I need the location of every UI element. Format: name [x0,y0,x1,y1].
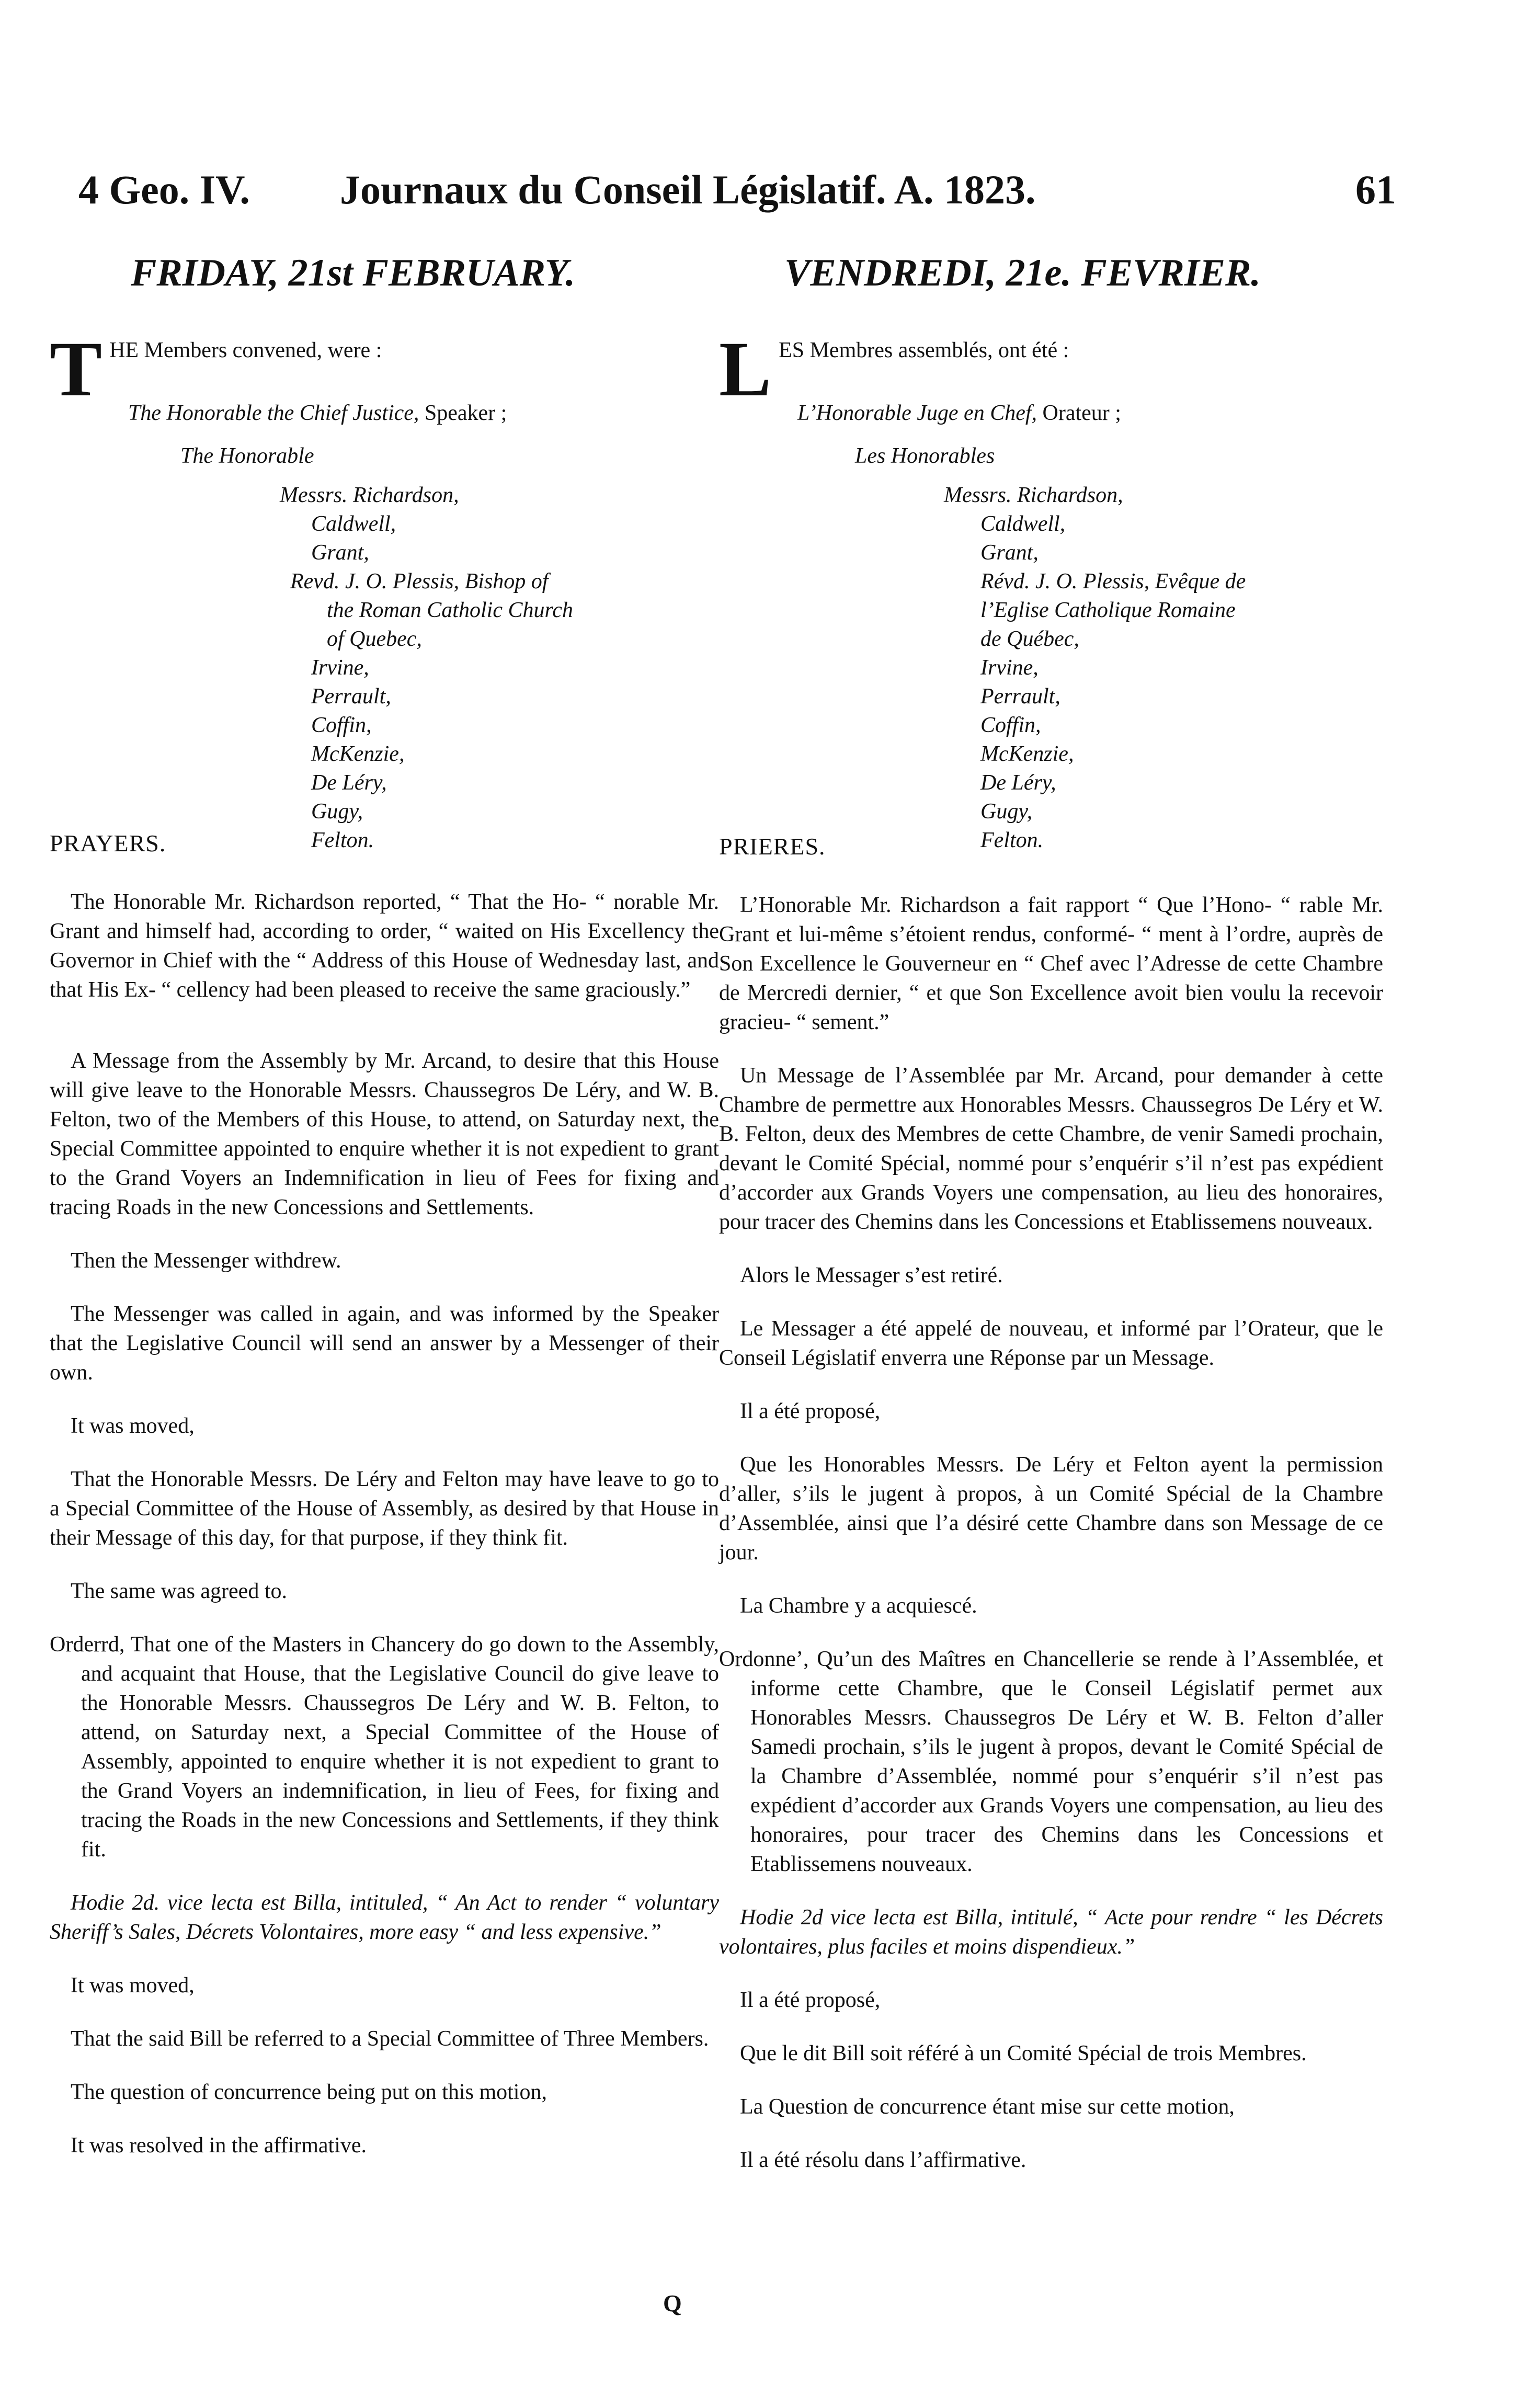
paragraph: It was moved, [71,1973,195,1998]
list-item: Revd. J. O. Plessis, Bishop of [290,569,549,594]
list-item: Perrault, [980,684,1060,709]
header-journal-title: Journaux du Conseil Législatif. A. 1823. [340,167,1036,212]
running-header [68,166,1396,224]
list-item: of Quebec, [327,627,422,651]
paragraph: The question of concurrence being put on this motion, [71,2080,547,2104]
list-item: McKenzie, [311,742,405,766]
members-convened: T HE Members convened, were : [50,326,382,413]
paragraph: Hodie 2d vice lecta est Billa, intitulé, “ Acte pour rendre “ les Décrets volontaires, plus faciles et moins dispendieux.” [719,1905,1383,1959]
list-item: Felton. [980,828,1044,852]
day-title-french: VENDREDI, 21e. FEVRIER. [784,252,1261,294]
list-item: de Québec, [980,627,1079,651]
members-convened: L ES Membres assemblés, ont été : [719,326,1069,413]
french-column [719,314,1383,2175]
paragraph: Il a été proposé, [740,1399,881,1423]
section-title-prieres: PRIERES. [719,833,826,860]
paragraph: L’Honorable Mr. Richardson a fait rapport “ Que l’Hono- “ rable Mr. Grant et lui-même s’étoient rendus, conformé- “ ment à l’ordre, auprès de Son Excellence le Gouverneur en “ Chef avec l’Adresse de cette Chambre de Mercredi dernier, “ et que Son Excellence avoit bien voulu la recevoir gracieu- “ sement.” [719,893,1383,1034]
list-item: Caldwell, [980,512,1066,536]
header-regnal-year: 4 Geo. IV. [78,167,250,212]
list-item: Caldwell, [311,512,396,536]
list-item: Gugy, [980,800,1033,824]
list-item: Gugy, [311,800,363,824]
paragraph: The Messenger was called in again, and was informed by the Speaker that the Legislative Council will send an answer by a Messenger of their own. [50,1302,719,1385]
list-item: Perrault, [311,684,391,709]
list-item: De Léry, [311,771,387,795]
paragraph: La Chambre y a acquiescé. [740,1594,977,1618]
paragraph: Que les Honorables Messrs. De Léry et Felton ayent la permission d’aller, s’ils le jugent à propos, à un Comité Spécial de la Chambre d’Assemblée, ainsi que l’a désiré cette Chambre dans son Message de ce jour. [719,1453,1383,1565]
speaker-line: The Honorable the Chief Justice, Speaker ; [128,401,507,425]
list-item: the Roman Catholic Church [327,598,573,622]
list-item: Felton. [311,828,374,852]
members-list [280,481,719,855]
drop-cap: L [719,326,772,413]
paragraph: Hodie 2d. vice lecta est Billa, intituled, “ An Act to render “ voluntary Sheriff’s Sales, Décrets Volontaires, more easy “ and less expensive.” [50,1891,719,1944]
list-item: McKenzie, [980,742,1074,766]
paragraph: The Honorable Mr. Richardson reported, “ That the Ho- “ norable Mr. Grant and himself had, according to order, “ waited on His Excellency the Governor in Chief with the “ Address of this House of Wednesday last, and that His Ex- “ cellency had been pleased to receive the same graciously.” [50,890,719,1002]
english-column [50,314,719,2160]
list-item: Messrs. Richardson, [944,483,1123,507]
paragraph: That the said Bill be referred to a Special Committee of Three Members. [71,2027,709,2051]
list-item: Grant, [311,541,369,565]
list-item: Irvine, [311,656,369,680]
signature-mark: Q [663,2290,682,2316]
list-item: De Léry, [980,771,1056,795]
paragraph: Il a été résolu dans l’affirmative. [740,2148,1026,2172]
list-item: l’Eglise Catholique Romaine [980,598,1236,622]
list-item: Coffin, [980,713,1041,737]
day-title-english: FRIDAY, 21st FEBRUARY. [131,252,575,294]
paragraph: A Message from the Assembly by Mr. Arcand, to desire that this House will give leave to the Honorable Messrs. Chaussegros De Léry, and W. B. Felton, two of the Members of this House, to attend, on Saturday next, the Special Committee appointed to enquire whether it is not expedient to grant to the Grand Voyers an Indemnification in lieu of Fees for fixing and tracing Roads in the new Concessions and Settlements. [50,1049,719,1219]
paragraph: Then the Messenger withdrew. [71,1249,341,1273]
list-item: Messrs. Richardson, [280,483,459,507]
paragraph: The same was agreed to. [71,1579,287,1603]
paragraph: It was moved, [71,1414,195,1438]
paragraph: Que le dit Bill soit référé à un Comité Spécial de trois Membres. [740,2041,1307,2065]
list-item: Révd. J. O. Plessis, Evêque de [980,569,1246,594]
paragraph: Un Message de l’Assemblée par Mr. Arcand, pour demander à cette Chambre de permettre aux Honorables Messrs. Chaussegros De Léry et W. B. Felton, deux des Membres de cette Chambre, de venir Samedi prochain, devant le Comité Spécial, nommé pour s’enquérir s’il n’est pas expédient d’accorder aux Grands Voyers une compensation, au lieu des honoraires, pour tracer des Chemins dans les Concessions et Etablissemens nouveaux. [719,1064,1383,1234]
paragraph: La Question de concurrence étant mise sur cette motion, [740,2095,1235,2119]
speaker-line: L’Honorable Juge en Chef, Orateur ; [797,401,1121,425]
honorable-title: The Honorable [180,444,314,468]
paragraph: Le Messager a été appelé de nouveau, et informé par l’Orateur, que le Conseil Législatif enverra une Réponse par un Message. [719,1317,1383,1370]
section-title-prayers: PRAYERS. [50,830,166,857]
paragraph: That the Honorable Messrs. De Léry and Felton may have leave to go to a Special Committee of the House of Assembly, as desired by that House in their Message of this day, for that purpose, if they think fit. [50,1467,719,1550]
order-paragraph: Ordonne’, Qu’un des Maîtres en Chancellerie se rende à l’Assemblée, et informe cette Chambre, que le Conseil Législatif permet aux Honorables Messrs. Chaussegros De Léry et W. B. Felton d’aller Samedi prochain, s’ils le jugent à propos, devant le Comité Spécial de la Chambre d’Assemblée, nommé pour s’enquérir s’il n’est pas expédient d’accorder aux Grands Voyers une compensation, au lieu des honoraires, pour tracer des Chemins dans les Concessions et Etablissemens nouveaux. [719,1647,1383,1876]
order-paragraph: Orderrd, That one of the Masters in Chancery do go down to the Assembly, and acquaint that House, that the Legislative Council do give leave to the Honorable Messrs. Chaussegros De Léry and W. B. Felton, to attend, on Saturday next, a Special Committee of the House of Assembly, appointed to enquire whether it is not expedient to grant to the Grand Voyers an indemnification, in lieu of Fees, for fixing and tracing the Roads in the new Concessions and Settlements, if they think fit. [50,1633,719,1862]
members-list [944,481,1383,855]
honorable-title: Les Honorables [855,444,995,468]
drop-cap: T [50,326,102,413]
paragraph: Alors le Messager s’est retiré. [740,1263,1003,1287]
list-item: Irvine, [980,656,1039,680]
page-number: 61 [1355,167,1396,212]
paragraph: It was resolved in the affirmative. [71,2133,367,2158]
list-item: Coffin, [311,713,372,737]
paragraph: Il a été proposé, [740,1988,881,2012]
list-item: Grant, [980,541,1039,565]
